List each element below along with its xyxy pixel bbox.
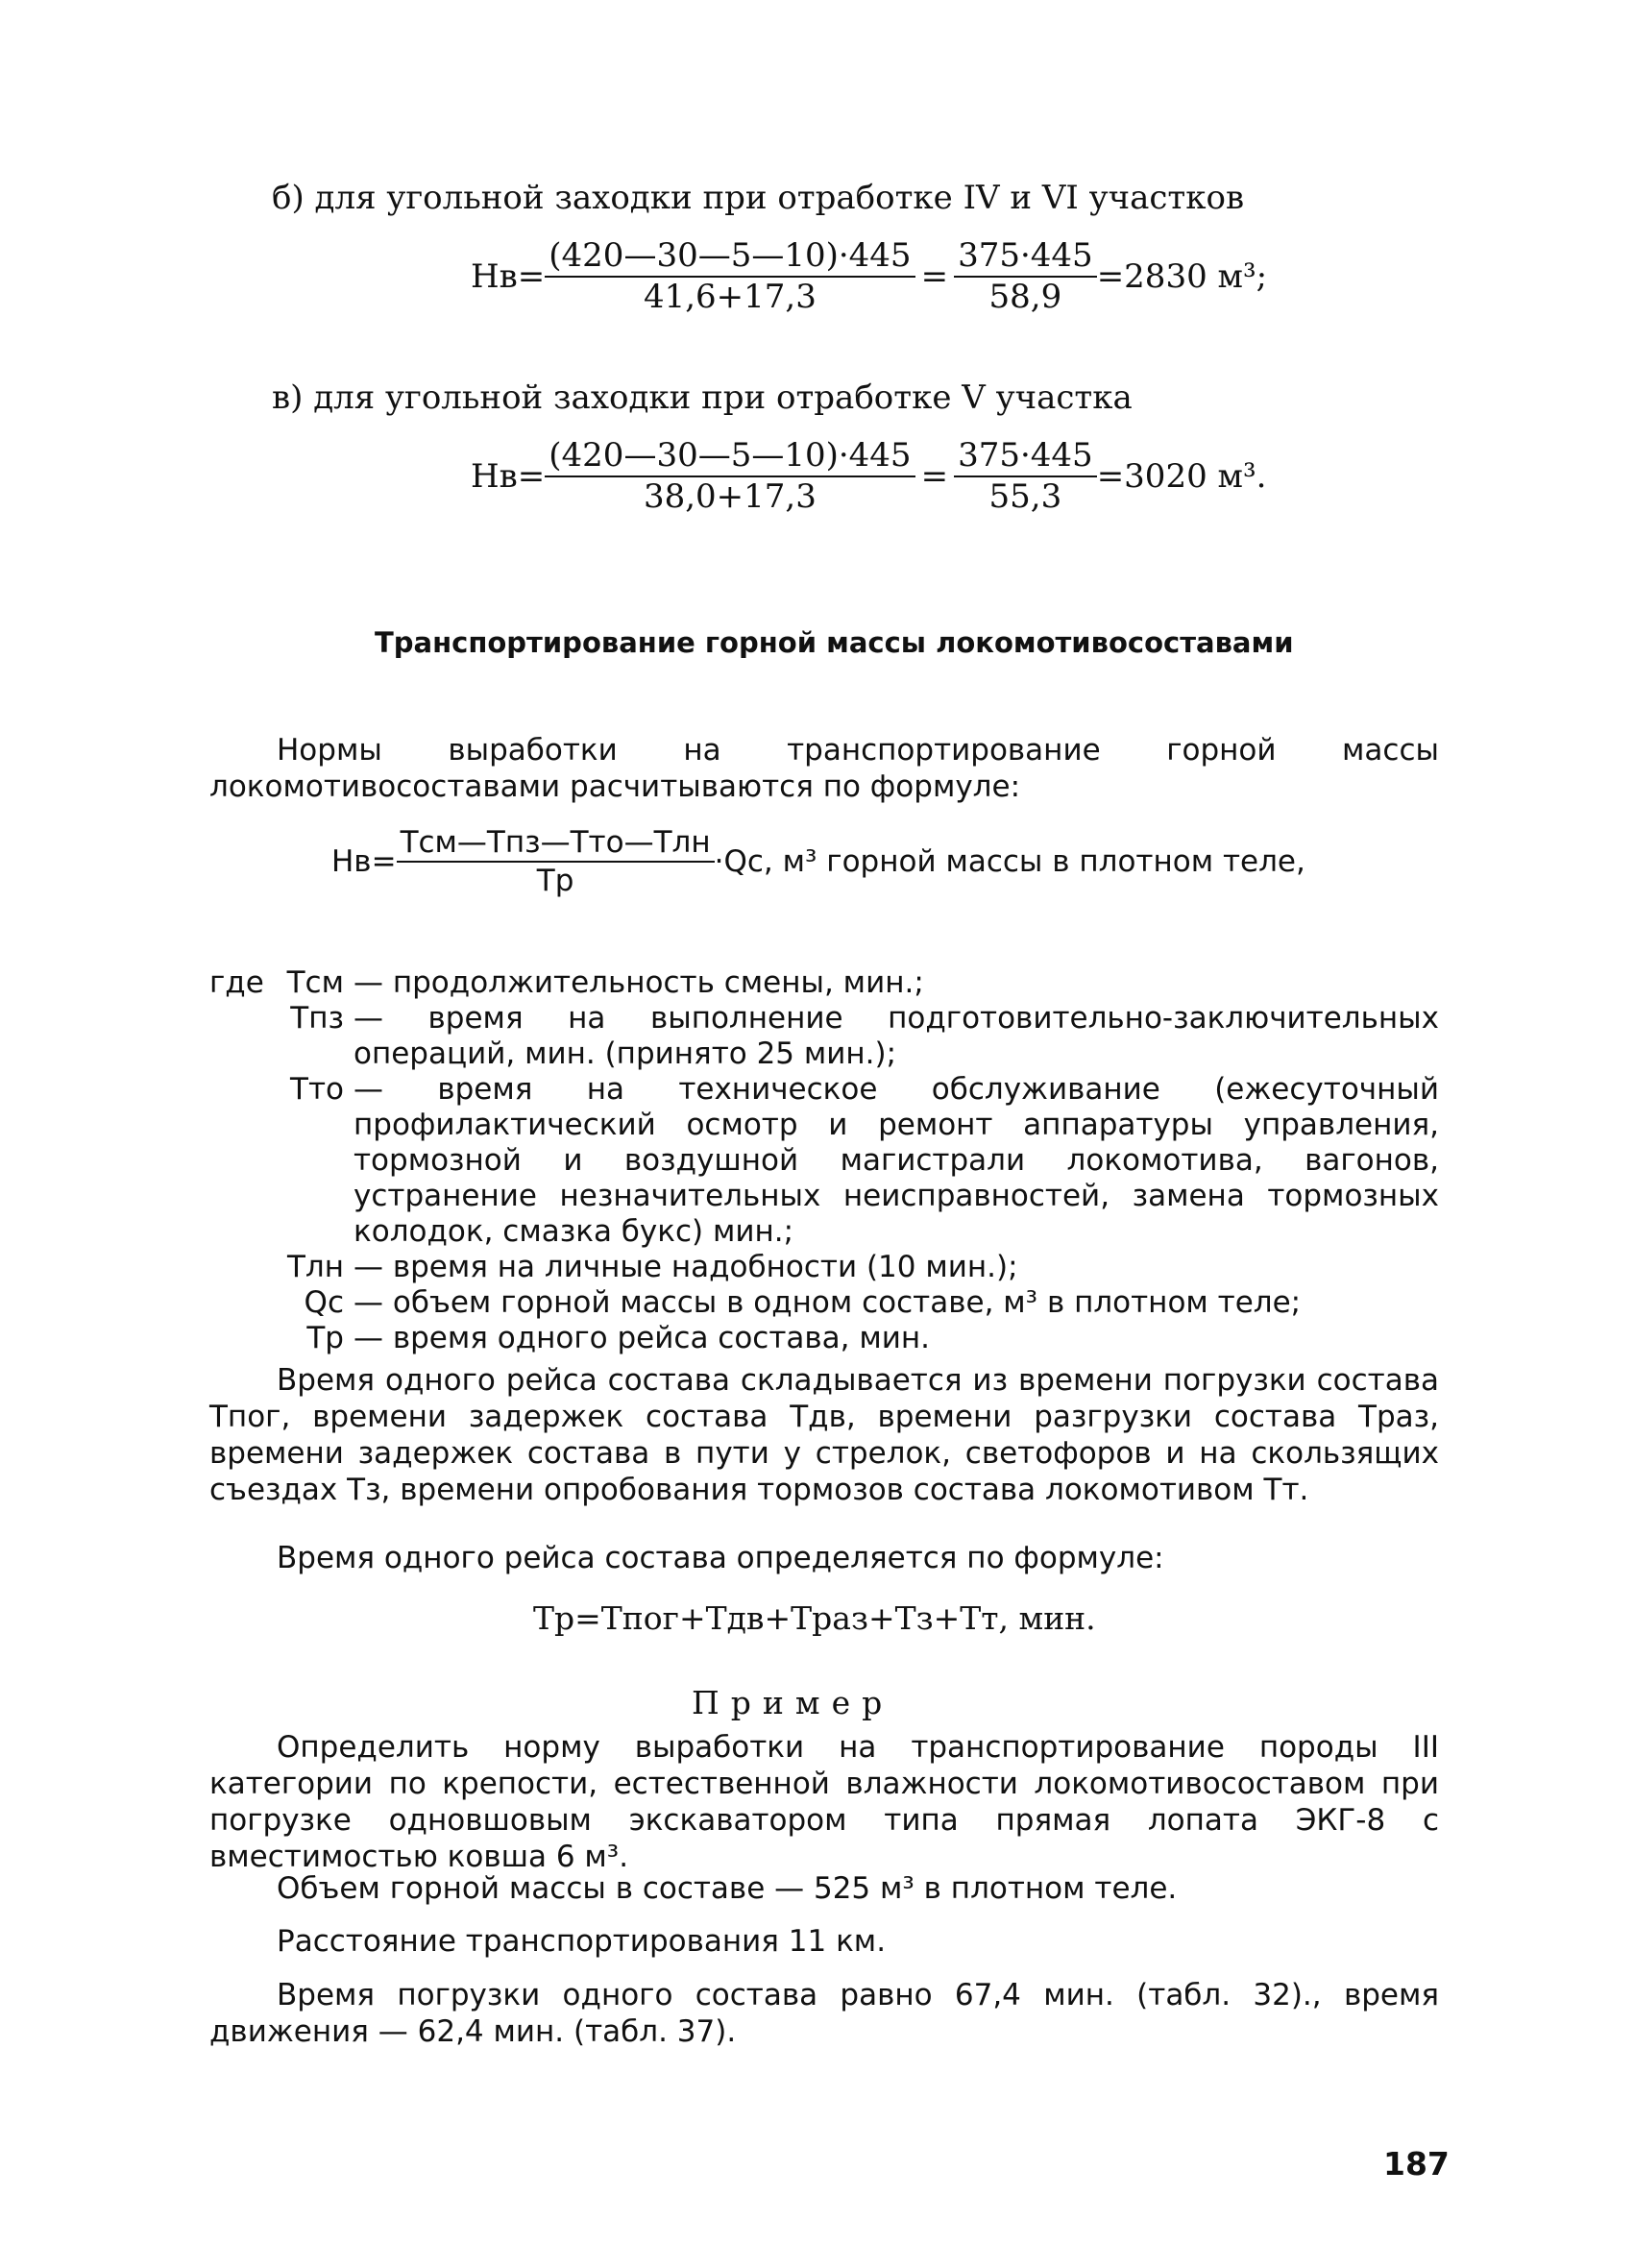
definition-symbol: Тлн <box>286 1250 344 1284</box>
section-b-caption: б) для угольной заходки при отработке IV и VI участков <box>272 179 1245 217</box>
definition-symbol: Тсм <box>286 965 344 1000</box>
example-paragraph: Объем горной массы в составе — 525 м³ в плотном теле. <box>277 1871 1178 1906</box>
definition-symbol: Qс <box>304 1285 344 1320</box>
formula-b-den2: 58,9 <box>988 278 1062 317</box>
main-formula-rhs: ·Qс, м³ горной массы в плотном теле, <box>714 844 1305 880</box>
formula-b-result: =2830 м³; <box>1096 256 1268 296</box>
formula-v-den1: 38,0+17,3 <box>643 477 817 517</box>
formula-v <box>471 438 1266 516</box>
formula-b-den1: 41,6+17,3 <box>643 278 817 317</box>
formula-b-frac2 <box>954 238 1097 316</box>
example-title: Пример <box>692 1684 894 1721</box>
page-number: 187 <box>1383 2145 1450 2183</box>
formula-v-den2: 55,3 <box>988 477 1062 517</box>
formula-b-num1: (420—30—5—10)·445 <box>545 238 915 278</box>
definition-text: — время на выполнение подготовительно-заключительных операций, мин. (принято 25 мин.); <box>354 1001 1439 1071</box>
formula-b <box>471 238 1267 316</box>
intro-paragraph: Нормы выработки на транспортирование горной массы локомотивосоставами расчитываются по формуле: <box>209 733 1439 804</box>
trip-formula-intro: Время одного рейса состава определяется по формуле: <box>277 1541 1164 1575</box>
example-paragraph: Расстояние транспортирования 11 км. <box>277 1924 887 1959</box>
definition-row <box>209 1321 1439 1356</box>
formula-v-num2: 375·445 <box>954 438 1097 477</box>
formula-b-frac1 <box>545 238 915 316</box>
main-formula-lhs: Нв= <box>331 844 397 880</box>
definition-row <box>209 1250 1439 1285</box>
section-heading: Транспортирование горной массы локомотивосоставами <box>375 626 1294 659</box>
section-v-caption: в) для угольной заходки при отработке V участка <box>272 378 1133 417</box>
trip-formula: Тр=Тпог+Тдв+Траз+Тз+Тт, мин. <box>533 1599 1096 1637</box>
formula-v-mid: = <box>920 456 949 496</box>
definition-symbol: Тпз <box>290 1001 344 1036</box>
formula-v-num1: (420—30—5—10)·445 <box>545 438 915 477</box>
definitions-list <box>209 965 1439 1356</box>
definition-text: — время одного рейса состава, мин. <box>354 1321 931 1355</box>
definition-lead: где <box>209 965 264 1000</box>
main-formula-num: Тсм—Тпз—Тто—Тлн <box>397 826 715 863</box>
formula-v-result: =3020 м³. <box>1096 456 1267 496</box>
formula-v-lhs: Нв= <box>471 456 546 496</box>
formula-b-mid: = <box>920 256 949 296</box>
definition-row <box>209 1001 1439 1072</box>
example-paragraph: Время погрузки одного состава равно 67,4 мин. (табл. 32)., время движения — 62,4 мин. (табл. 37). <box>209 1978 1439 2049</box>
definition-row <box>209 965 1439 1001</box>
definition-row <box>209 1285 1439 1321</box>
formula-b-num2: 375·445 <box>954 238 1097 278</box>
definition-symbol: Тто <box>290 1072 344 1107</box>
main-formula <box>331 826 1305 897</box>
definition-row <box>209 1072 1439 1250</box>
main-formula-frac <box>397 826 715 897</box>
trip-paragraph: Время одного рейса состава складывается из времени погрузки состава Тпог, времени задержек состава Тдв, времени разгрузки состава Траз, времени задержек состава в пути у стрелок, светофоров и на скользящих съездах Тз, времени опробования тормозов состава локомотивом Тт. <box>209 1363 1439 1507</box>
definition-text: — время на техническое обслуживание (ежесуточный профилактический осмотр и ремонт аппаратуры управления, тормозной и воздушной магистрали локомотива, вагонов, устранение незначительных неисправностей, замена тормозных колодок, смазка букс) мин.; <box>354 1072 1439 1249</box>
definition-text: — время на личные надобности (10 мин.); <box>354 1250 1018 1284</box>
definition-symbol: Тр <box>306 1321 344 1355</box>
formula-v-frac1 <box>545 438 915 516</box>
definition-text: — продолжительность смены, мин.; <box>354 965 924 1000</box>
formula-v-frac2 <box>954 438 1097 516</box>
formula-b-lhs: Нв= <box>471 256 546 296</box>
main-formula-den: Тр <box>536 864 574 899</box>
definition-text: — объем горной массы в одном составе, м³ в плотном теле; <box>354 1285 1302 1320</box>
example-paragraph: Определить норму выработки на транспортирование породы III категории по крепости, естественной влажности локомотивосоставом при погрузке одновшовым экскаватором типа прямая лопата ЭКГ-8 с вместимостью ковша 6 м³. <box>209 1730 1439 1874</box>
